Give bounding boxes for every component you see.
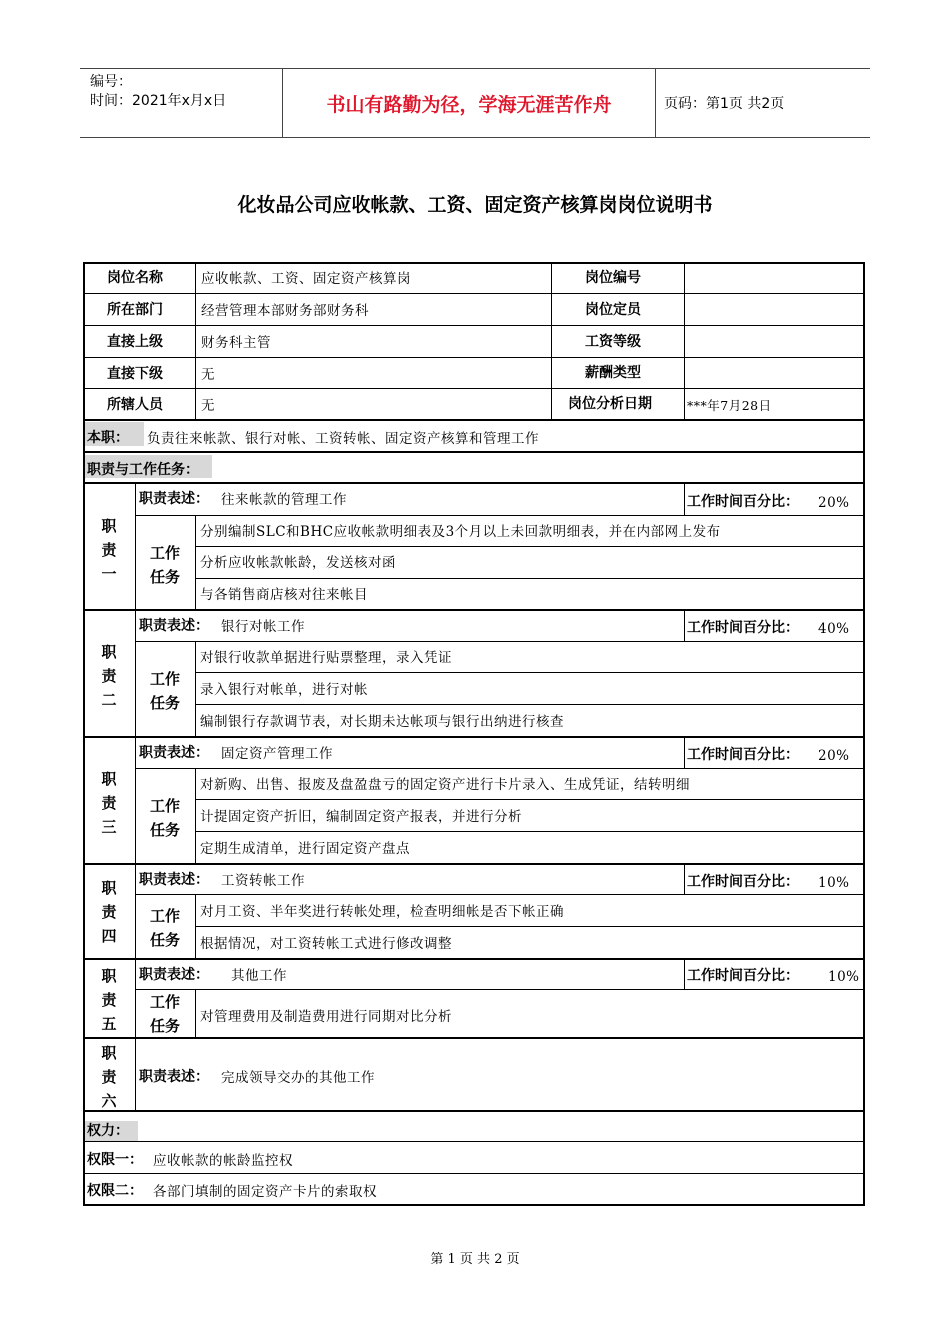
duty-4-percent: 10% — [818, 875, 850, 891]
header-number: 编号： — [90, 74, 132, 90]
duty-3-label: 职 责 三 — [101, 770, 117, 836]
duty-3-task-1: 对新购、出售、报废及盘盈盘亏的固定资产进行卡片录入、生成凭证，结转明细 — [200, 777, 690, 793]
duty-2-task-1: 对银行收款单据进行贴票整理，录入凭证 — [200, 650, 452, 666]
duty-3-time-label: 工作时间百分比： — [687, 747, 799, 763]
duty-4-task-2: 根据情况，对工资转帐工式进行修改调整 — [200, 936, 452, 952]
label-direct-superior: 直接上级 — [107, 334, 163, 350]
duty-3-desc: 固定资产管理工作 — [221, 746, 333, 762]
duty-2-desc: 银行对帐工作 — [221, 619, 305, 635]
duty-5-desc: 其他工作 — [231, 968, 287, 984]
duties-heading: 职责与工作任务： — [87, 462, 199, 478]
header-meta — [90, 73, 226, 111]
duty-2-task-3: 编制银行存款调节表，对长期未达帐项与银行出纳进行核查 — [200, 714, 564, 730]
duty-5-time-label: 工作时间百分比： — [687, 968, 799, 984]
duty-2-task-label: 工作 任务 — [149, 670, 180, 712]
duty-1-task-label: 工作 任务 — [149, 544, 180, 586]
duty-6-desc-label: 职责表述： — [139, 1069, 209, 1085]
document-title: 化妆品公司应收帐款、工资、固定资产核算岗岗位说明书 — [237, 194, 713, 216]
label-salary-grade: 工资等级 — [585, 334, 641, 350]
label-department: 所在部门 — [107, 302, 163, 318]
page-header — [80, 68, 870, 138]
authority-heading: 权力： — [87, 1123, 129, 1139]
value-analysis-date: ***年7月28日 — [687, 398, 772, 413]
duty-1-percent: 20% — [818, 495, 850, 511]
duty-4-desc-label: 职责表述： — [139, 872, 209, 888]
duty-5-task-1: 对管理费用及制造费用进行同期对比分析 — [200, 1009, 452, 1025]
duty-1-time-label: 工作时间百分比： — [687, 494, 799, 510]
label-position-code: 岗位编号 — [585, 270, 641, 286]
value-direct-subordinate: 无 — [201, 367, 215, 383]
duty-1-task-3: 与各销售商店核对往来帐目 — [200, 587, 368, 603]
authority-1-text: 应收帐款的帐龄监控权 — [153, 1153, 293, 1169]
page-footer: 第 1 页 共 2 页 — [430, 1252, 520, 1267]
duty-5-desc-label: 职责表述： — [139, 967, 209, 983]
duty-1-task-2: 分析应收帐款帐龄，发送核对函 — [200, 555, 396, 571]
duty-3-task-2: 计提固定资产折旧，编制固定资产报表，并进行分析 — [200, 809, 522, 825]
value-department: 经营管理本部财务部财务科 — [201, 303, 369, 319]
duty-5-percent: 10% — [828, 969, 860, 985]
duty-2-desc-label: 职责表述： — [139, 618, 209, 634]
header-page: 页码：第1页 共2页 — [664, 96, 785, 112]
duty-2-time-label: 工作时间百分比： — [687, 620, 799, 636]
value-position-name: 应收帐款、工资、固定资产核算岗 — [201, 271, 411, 287]
duty-4-label: 职 责 四 — [101, 879, 117, 945]
label-analysis-date: 岗位分析日期 — [568, 396, 652, 412]
duty-4-time-label: 工作时间百分比： — [687, 874, 799, 890]
authority-1-label: 权限一： — [87, 1152, 143, 1168]
duty-3-desc-label: 职责表述： — [139, 745, 209, 761]
label-staff: 所辖人员 — [107, 397, 163, 413]
value-staff: 无 — [201, 398, 215, 414]
header-time: 时间：2021年x月x日 — [90, 93, 227, 109]
value-direct-superior: 财务科主管 — [201, 335, 271, 351]
main-duty-text: 负责往来帐款、银行对帐、工资转帐、固定资产核算和管理工作 — [147, 431, 539, 447]
duty-1-desc: 往来帐款的管理工作 — [221, 492, 347, 508]
duty-3-task-3: 定期生成清单，进行固定资产盘点 — [200, 841, 410, 857]
duty-1-task-1: 分别编制SLC和BHC应收帐款明细表及3个月以上未回款明细表，并在内部网上发布 — [200, 524, 721, 540]
duty-6-label: 职 责 六 — [101, 1044, 117, 1110]
duty-3-percent: 20% — [818, 748, 850, 764]
job-description-table — [83, 262, 865, 1206]
duty-5-task-label: 工作 任务 — [149, 993, 180, 1035]
duty-1-desc-label: 职责表述： — [139, 491, 209, 507]
duty-4-task-1: 对月工资、半年奖进行转帐处理，检查明细帐是否下帐正确 — [200, 904, 564, 920]
duty-2-percent: 40% — [818, 621, 850, 637]
duty-5-label: 职 责 五 — [101, 967, 117, 1033]
label-headcount: 岗位定员 — [585, 302, 641, 318]
duty-6-desc: 完成领导交办的其他工作 — [221, 1070, 375, 1086]
authority-2-label: 权限二： — [87, 1183, 143, 1199]
duty-3-task-label: 工作 任务 — [149, 797, 180, 839]
label-pay-type: 薪酬类型 — [585, 365, 641, 381]
label-direct-subordinate: 直接下级 — [107, 366, 163, 382]
duty-1-label: 职 责 一 — [101, 517, 117, 583]
authority-2-text: 各部门填制的固定资产卡片的索取权 — [153, 1184, 377, 1200]
duty-4-desc: 工资转帐工作 — [221, 873, 305, 889]
main-duty-label: 本职： — [87, 430, 129, 446]
duty-4-task-label: 工作 任务 — [149, 907, 180, 949]
duty-2-label: 职 责 二 — [101, 643, 117, 709]
label-position-name: 岗位名称 — [107, 270, 163, 286]
header-motto: 书山有路勤为径，学海无涯苦作舟 — [282, 69, 656, 137]
duty-2-task-2: 录入银行对帐单，进行对帐 — [200, 682, 368, 698]
